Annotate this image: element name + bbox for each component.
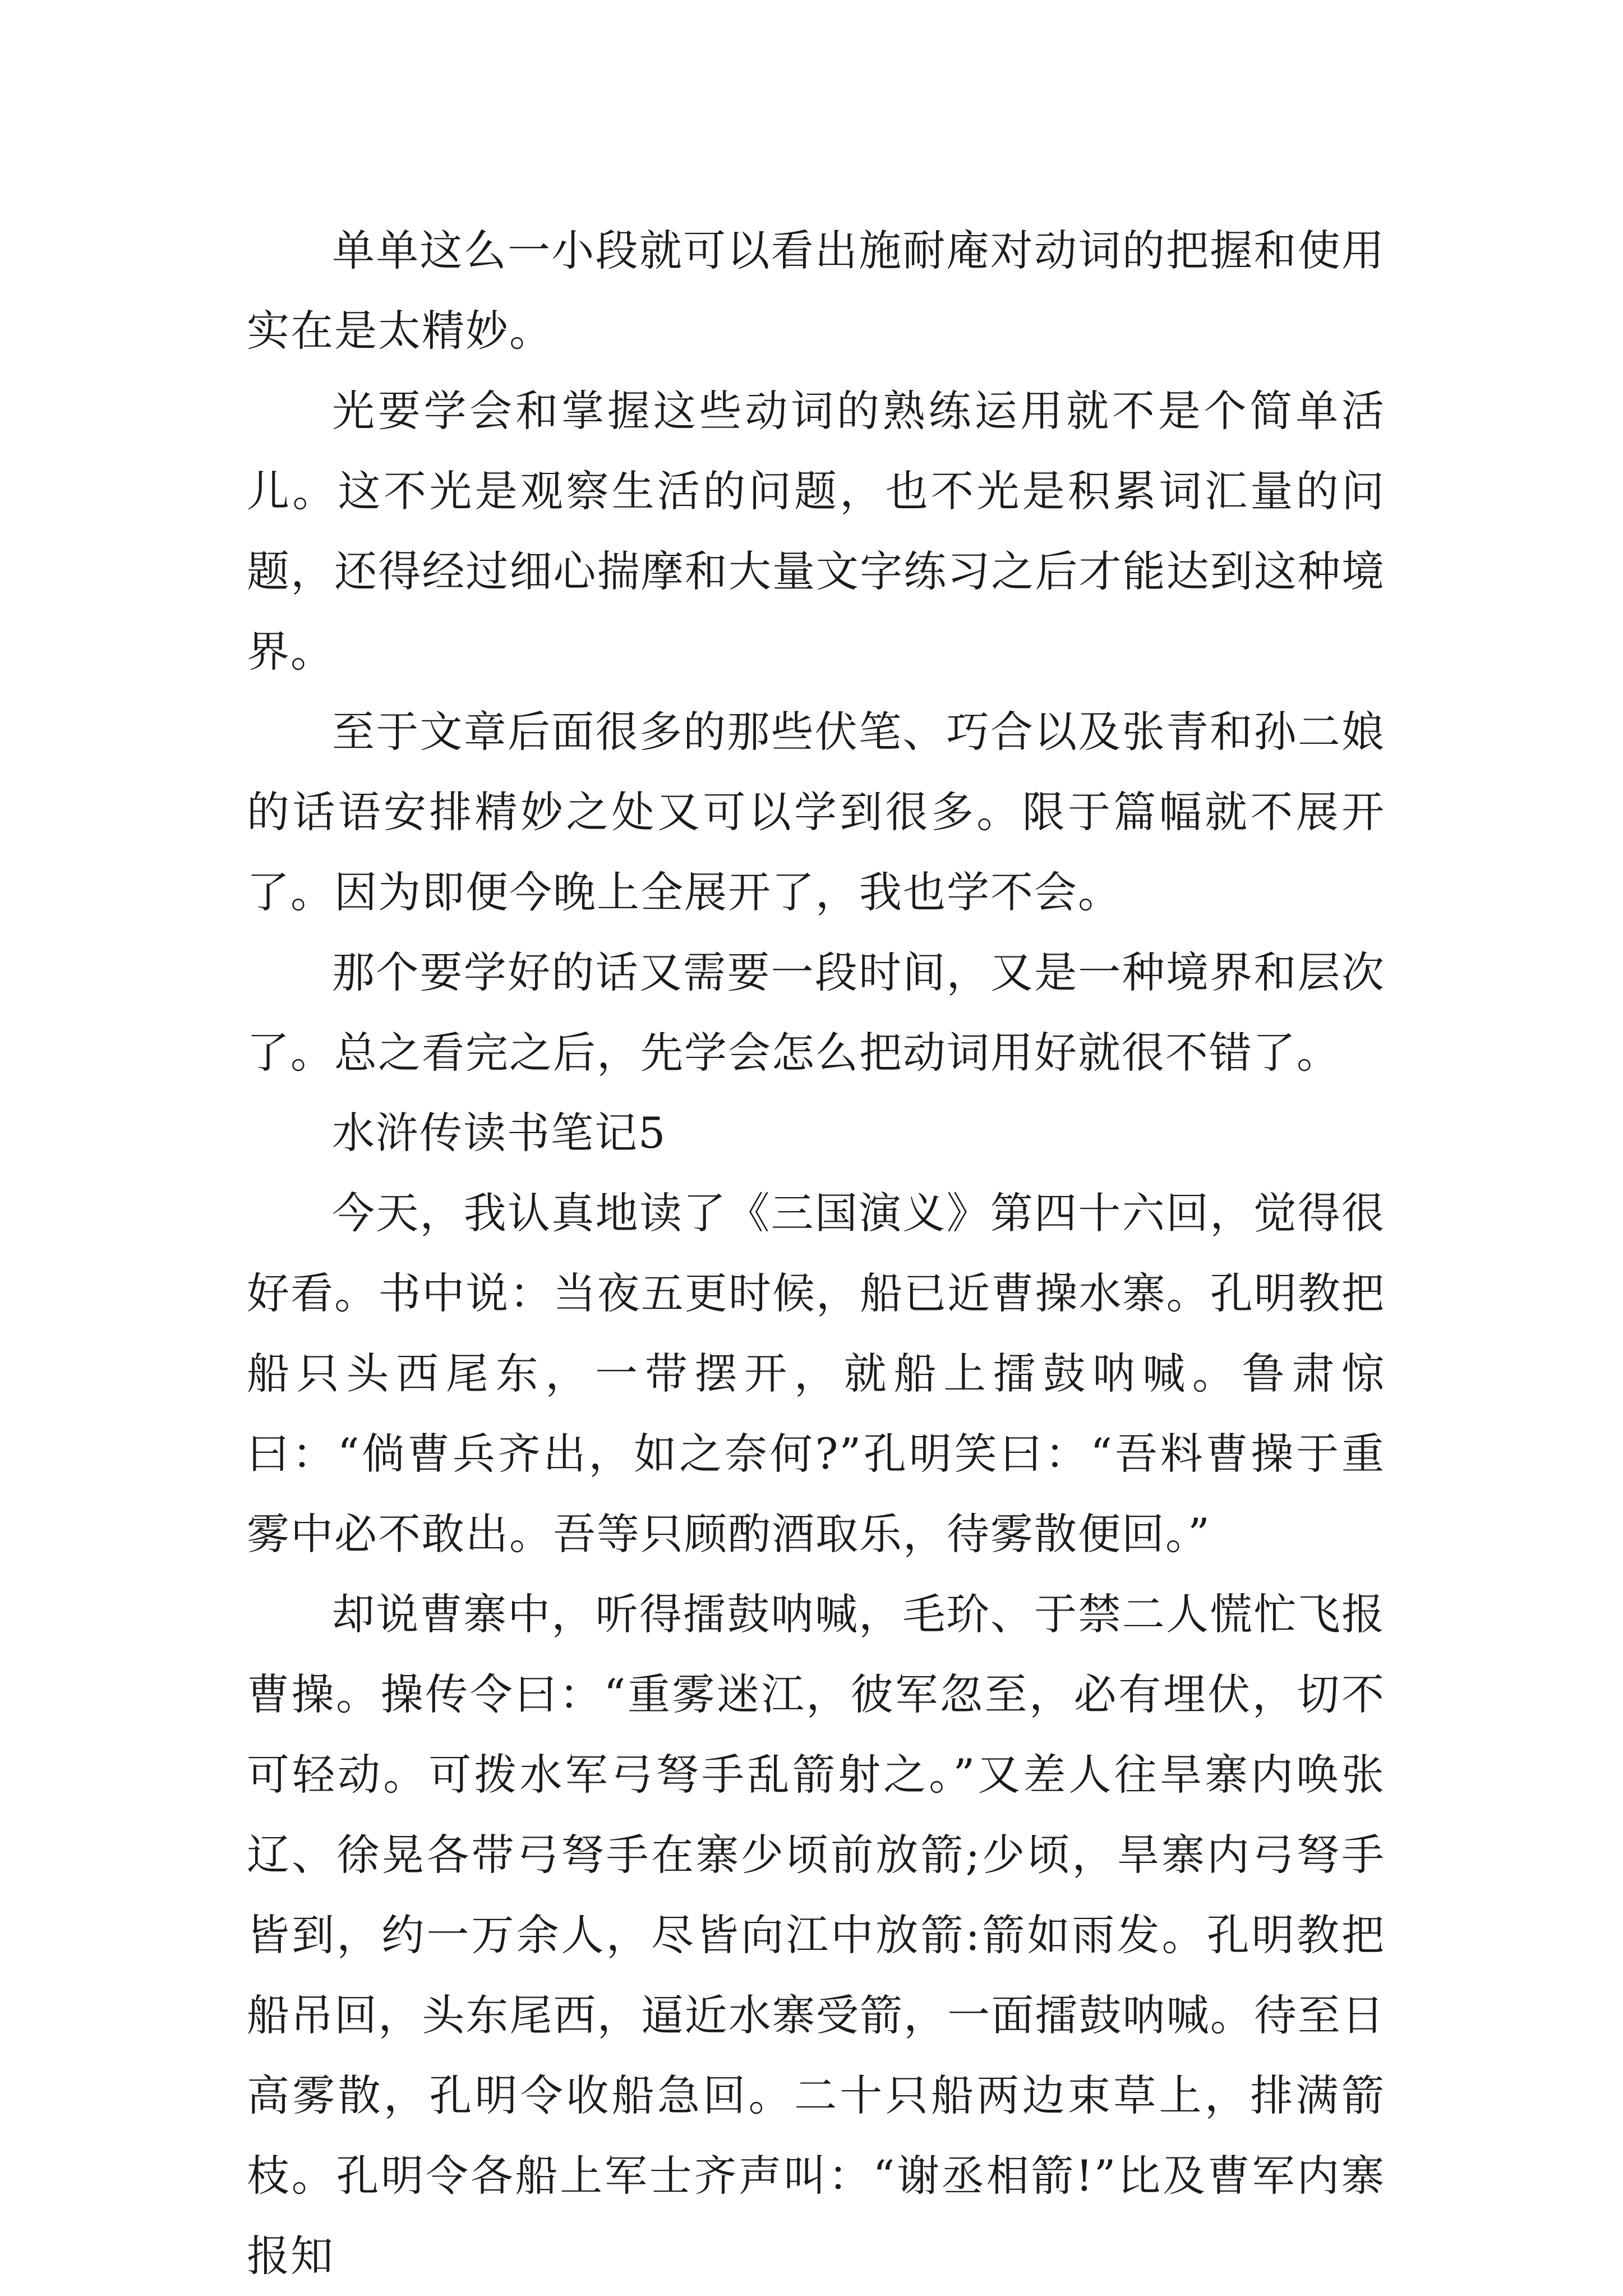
paragraph-foreshadowing: 至于文章后面很多的那些伏笔、巧合以及张青和孙二娘的话语安排精妙之处又可以学到很多。限于篇幅就不展开了。因为即便今晚上全展开了，我也学不会。: [247, 707, 1385, 917]
paragraph-three-kingdoms: 今天，我认真地读了《三国演义》第四十六回，觉得很好看。书中说：当夜五更时候，船已近曹操水寨。孔明教把船只头西尾东，一带摆开，就船上擂鼓呐喊。鲁肃惊曰：“倘曹兵齐出，如之奈何?”孔明笑曰：“吾料曹操于重雾中必不敢出。吾等只顾酌酒取乐，待雾散便回。”: [247, 1188, 1385, 1559]
section-heading: 水浒传读书笔记5: [332, 1108, 667, 1158]
document-body: [247, 210, 1385, 2296]
paragraph-conclusion: 那个要学好的话又需要一段时间，又是一种境界和层次了。总之看完之后，先学会怎么把动词用好就很不错了。: [247, 947, 1385, 1078]
paragraph-verb-mastery: 单单这么一小段就可以看出施耐庵对动词的把握和使用实在是太精妙。: [247, 226, 1385, 356]
paragraph-learning-verbs: 光要学会和掌握这些动词的熟练运用就不是个简单活儿。这不光是观察生活的问题，也不光是积累词汇量的问题，还得经过细心揣摩和大量文字练习之后才能达到这种境界。: [247, 386, 1385, 677]
paragraph-borrowing-arrows: 却说曹寨中，听得擂鼓呐喊，毛玠、于禁二人慌忙飞报曹操。操传令曰：“重雾迷江，彼军忽至，必有埋伏，切不可轻动。可拨水军弓弩手乱箭射之。”又差人往旱寨内唤张辽、徐晃各带弓弩手在寨少顷前放箭;少顷，旱寨内弓弩手皆到，约一万余人，尽皆向江中放箭:箭如雨发。孔明教把船吊回，头东尾西，逼近水寨受箭，一面擂鼓呐喊。待至日高雾散，孔明令收船急回。二十只船两边束草上，排满箭枝。孔明令各船上军士齐声叫：“谢丞相箭!”比及曹军内寨报知: [247, 1589, 1385, 2281]
